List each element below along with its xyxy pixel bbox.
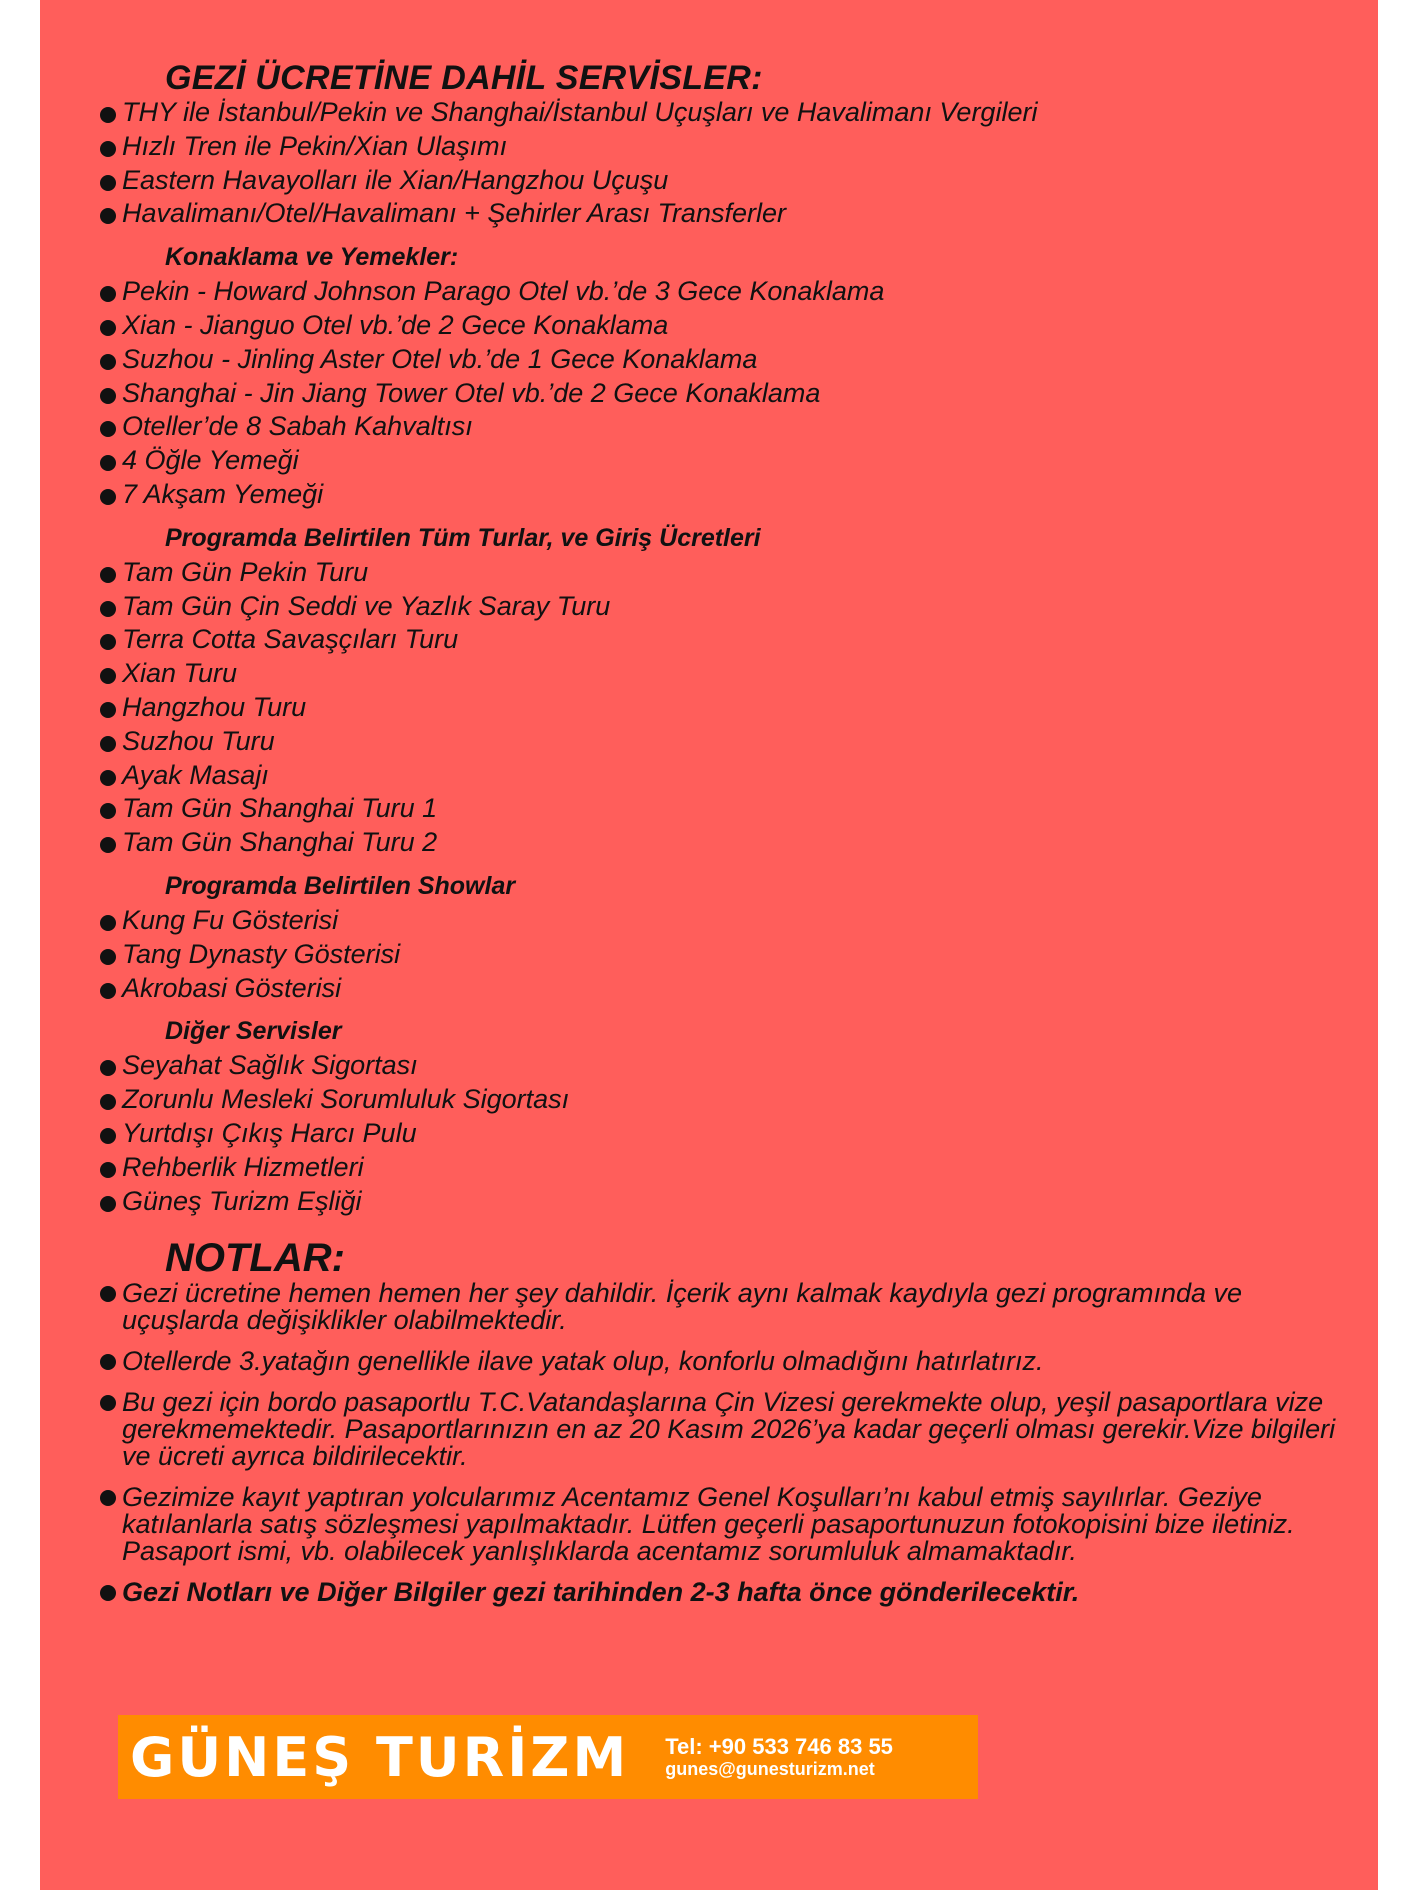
list-item: Tam Gün Shanghai Turu 2	[100, 826, 1360, 860]
list-item: Shanghai - Jin Jiang Tower Otel vb.’de 2 Gece Konaklama	[100, 377, 1360, 411]
list-item: Xian Turu	[100, 657, 1360, 691]
section-heading: Diğer Servisler	[165, 1017, 342, 1046]
list-item: Pekin - Howard Johnson Parago Otel vb.’de 3 Gece Konaklama	[100, 275, 1360, 309]
list-item: Tang Dynasty Gösterisi	[100, 938, 1360, 972]
content	[100, 60, 1360, 1620]
list-item: Rehberlik Hizmetleri	[100, 1151, 1360, 1185]
section-4-list	[100, 1049, 1360, 1218]
flyer-page	[40, 0, 1378, 1890]
notes-heading: NOTLAR:	[165, 1236, 345, 1281]
section-heading: Programda Belirtilen Tüm Turlar, ve Giriş Ücretleri	[165, 523, 761, 552]
note-item: Otellerde 3.yatağın genellikle ilave yatak olup, konforlu olmadığını hatırlatırız.	[100, 1348, 1342, 1375]
section-3-list	[100, 904, 1360, 1005]
list-item: Güneş Turizm Eşliği	[100, 1185, 1360, 1219]
section-heading: Programda Belirtilen Showlar	[165, 871, 516, 900]
section-heading: Konaklama ve Yemekler:	[165, 243, 459, 272]
list-item: Tam Gün Pekin Turu	[100, 556, 1360, 590]
phone-number: Tel: +90 533 746 83 55	[665, 1734, 893, 1759]
contact-info	[665, 1735, 893, 1779]
note-item: Gezi ücretine hemen hemen her şey dahildir. İçerik aynı kalmak kaydıyla gezi programında ve uçuşlarda değişiklikler olabilmektedir.	[100, 1280, 1342, 1334]
section-1-list	[100, 275, 1360, 512]
list-item: Suzhou Turu	[100, 725, 1360, 759]
section-0-list	[100, 96, 1360, 231]
list-item: Tam Gün Çin Seddi ve Yazlık Saray Turu	[100, 590, 1360, 624]
note-item: Gezimize kayıt yaptıran yolcularımız Acentamız Genel Koşulları’nı kabul etmiş sayılırlar. Geziye katılanlarla satış sözleşmesi yapılmaktadır. Lütfen geçerli pasaportunuzun fotokopisini bize iletiniz. Pasaport ismi, vb. olabilecek yanlışlıklarda acentamız sorumluluk almamaktadır.	[100, 1484, 1342, 1565]
list-item: Zorunlu Mesleki Sorumluluk Sigortası	[100, 1083, 1360, 1117]
list-item: Seyahat Sağlık Sigortası	[100, 1049, 1360, 1083]
list-item: 4 Öğle Yemeği	[100, 444, 1360, 478]
list-item: Suzhou - Jinling Aster Otel vb.’de 1 Gece Konaklama	[100, 343, 1360, 377]
footer-band	[118, 1715, 978, 1799]
list-item: THY ile İstanbul/Pekin ve Shanghai/İstanbul Uçuşları ve Havalimanı Vergileri	[100, 96, 1360, 130]
notes-list	[100, 1280, 1360, 1606]
section-2-list	[100, 556, 1360, 860]
list-item: Ayak Masajı	[100, 759, 1360, 793]
list-item: Tam Gün Shanghai Turu 1	[100, 792, 1360, 826]
list-item: Kung Fu Gösterisi	[100, 904, 1360, 938]
list-item: Oteller’de 8 Sabah Kahvaltısı	[100, 410, 1360, 444]
page-title: GEZİ ÜCRETİNE DAHİL SERVİSLER:	[165, 59, 763, 97]
list-item: Hızlı Tren ile Pekin/Xian Ulaşımı	[100, 130, 1360, 164]
list-item: Akrobasi Gösterisi	[100, 972, 1360, 1006]
list-item: 7 Akşam Yemeği	[100, 478, 1360, 512]
list-item: Yurtdışı Çıkış Harcı Pulu	[100, 1117, 1360, 1151]
list-item: Hangzhou Turu	[100, 691, 1360, 725]
list-item: Xian - Jianguo Otel vb.’de 2 Gece Konaklama	[100, 309, 1360, 343]
list-item: Havalimanı/Otel/Havalimanı + Şehirler Arası Transferler	[100, 197, 1360, 231]
list-item: Eastern Havayolları ile Xian/Hangzhou Uçuşu	[100, 164, 1360, 198]
note-item-bold: Gezi Notları ve Diğer Bilgiler gezi tarihinden 2-3 hafta önce gönderilecektir.	[100, 1579, 1342, 1606]
note-item: Bu gezi için bordo pasaportlu T.C.Vatandaşlarına Çin Vizesi gerekmekte olup, yeşil pasaportlara vize gerekmemektedir. Pasaportlarınızın en az 20 Kasım 2026’ya kadar geçerli olması gerekir.Vize bilgileri ve ücreti ayrıca bildirilecektir.	[100, 1389, 1342, 1470]
list-item: Terra Cotta Savaşçıları Turu	[100, 623, 1360, 657]
brand-logo: GÜNEŞ TURİZM	[130, 1725, 630, 1789]
email-address: gunes@gunesturizm.net	[665, 1759, 875, 1779]
